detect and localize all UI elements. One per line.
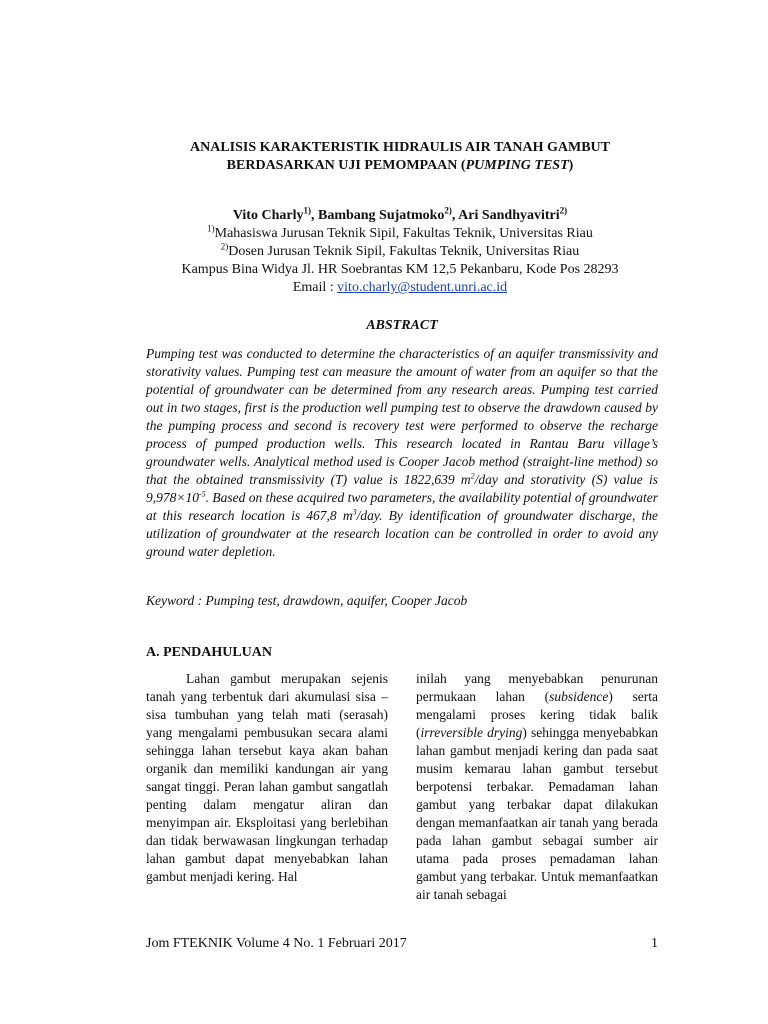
right-text-c: ) sehingga menyebabkan lahan gambut menjadi kering dan pada saat musim kemarau lahan gambut tersebut berpotensi terbakar. Pemadaman lahan gambut yang terbakar dapat dilakukan dengan memanfaatkan air tanah yang berada pada lahan gambut sebagai sumber air utama pada proses pemadaman lahan gambut yang terbakar. Untuk memanfaatkan air tanah sebagai [416,725,659,902]
author-3: Ari Sandhyavitri [458,208,560,223]
abstract-body [146,345,658,561]
author-1: Vito Charly [232,208,304,223]
author-3-sup: 2) [559,205,568,216]
right-column-paragraph [416,670,658,904]
title-line-2-prefix: BERDASARKAN UJI PEMOMPAAN ( [226,158,466,173]
body-column-left [146,670,388,886]
affiliation-1 [110,225,690,243]
email-line [110,279,690,297]
page-number: 1 [651,936,658,951]
title-line-2-suffix: ) [568,158,574,173]
keywords: Keyword : Pumping test, drawdown, aquifer, Cooper Jacob [146,593,468,608]
left-column-paragraph: Lahan gambut merupakan sejenis tanah yang terbentuk dari akumulasi sisa – sisa tumbuhan yang telah mati (serasah) yang mengalami pembusukan secara alami sehingga lahan tersebut kaya akan bahan organik dan memiliki kandungan air yang sangat tinggi. Peran lahan gambut sangatlah penting dalam mengatur aliran dan menyimpan air. Eksploitasi yang berlebihan dan tidak berwawasan lingkungan terhadap lahan gambut dapat menyebabkan lahan gambut menjadi kering. Hal [146,671,388,884]
affiliation-1-text: Mahasiswa Jurusan Teknik Sipil, Fakultas Teknik, Universitas Riau [214,226,593,241]
author-sep-1: , [310,208,318,223]
abstract-sup-1: 2 [470,471,475,481]
abstract-sup-3: 3 [352,507,357,517]
abstract-heading: ABSTRACT [366,318,438,333]
title-line-1: ANALISIS KARAKTERISTIK HIDRAULIS AIR TANAH GAMBUT [190,140,610,155]
author-1-sup: 1) [303,205,311,216]
author-block [110,207,690,297]
right-text-b: ) serta mengalami proses kering tidak balik ( [416,689,659,740]
author-2-sup: 2) [444,205,452,216]
right-italic-1: subsidence [549,689,609,704]
affiliation-2-sup: 2) [220,241,229,252]
section-heading: A. PENDAHULUAN [146,645,272,660]
campus-address: Kampus Bina Widya Jl. HR Soebrantas KM 12,5 Pekanbaru, Kode Pos 28293 [181,262,619,277]
right-italic-2: irreversible drying [420,725,523,740]
right-text-a: inilah yang menyebabkan penurunan permukaan lahan ( [416,671,658,704]
affiliation-2-text: Dosen Jurusan Teknik Sipil, Fakultas Teknik, Universitas Riau [228,244,580,259]
author-sep-2: , [451,208,459,223]
page-footer [146,935,658,953]
email-link[interactable]: vito.charly@student.unri.ac.id [337,280,508,295]
abstract-text-2: /day and storativity (S) value is 9,978×10 [146,472,658,505]
title-line-2 [120,157,680,175]
email-label: Email : [292,280,338,295]
abstract-text-3: . Based on these acquired two parameters, the availability potential of groundwater at this research location is 467,8 m [146,490,658,523]
author-names [110,207,690,225]
body-column-right [416,670,658,904]
paper-title [120,139,680,175]
abstract-text-1: Pumping test was conducted to determine the characteristics of an aquifer transmissivity and storativity values. Pumping test can measure the amount of water from an aquifer so that the potential of groundwater can be determined from any research areas. Pumping test carried out in two stages, first is the production well pumping test to observe the drawdown caused by the pumping process and second is recovery test were performed to observe the recharge process of pumped production wells. This research located in Rantau Baru village’s groundwater wells. Analytical method used is Cooper Jacob method (straight-line method) so that the obtained transmissivity (T) value is 1822,639 m [146,346,658,487]
journal-info: Jom FTEKNIK Volume 4 No. 1 Februari 2017 [146,936,407,951]
abstract-sup-2: -5 [199,489,206,499]
affiliation-2 [110,243,690,261]
title-line-2-italic: PUMPING TEST [465,158,569,173]
author-2: Bambang Sujatmoko [317,208,445,223]
affiliation-1-sup: 1) [207,223,215,234]
abstract-text-4: /day. By identification of groundwater discharge, the utilization of groundwater at the research location can be controlled in order to avoid any ground water depletion. [146,508,658,559]
